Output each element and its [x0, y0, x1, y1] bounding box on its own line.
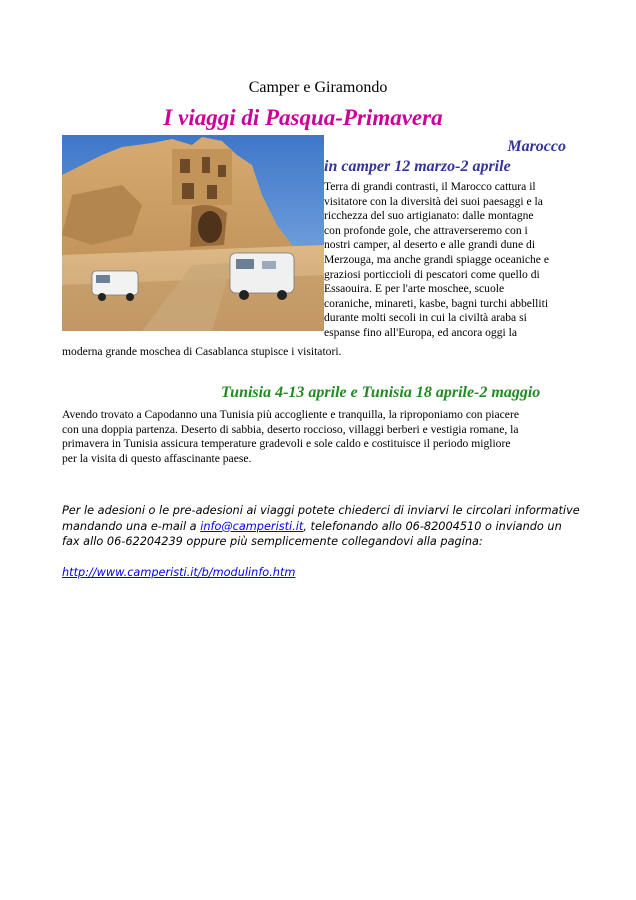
tunisia-line: Avendo trovato a Capodanno una Tunisia più accogliente e tranquilla, la riproponiamo con piacere [62, 408, 519, 421]
morocco-heading-dates: in camper 12 marzo-2 aprile [324, 158, 511, 175]
morocco-line: Terra di grandi contrasti, il Marocco cattura il [324, 180, 536, 193]
morocco-line: nostri camper, al deserto e alle grandi dune di [324, 238, 536, 252]
email-link[interactable]: info@camperisti.it [200, 519, 304, 533]
morocco-line: visitatore con la diversità dei suoi paesaggi e la [324, 194, 543, 208]
brand-name: Camper e Giramondo [248, 79, 388, 96]
morocco-line: coraniche, minareti, kasbe, bagni turchi abbelliti [324, 296, 549, 310]
morocco-line: espanse fino all'Europa, ed ancora oggi la [324, 325, 517, 339]
morocco-line: graziosi porticcioli di pescatori come quello di [324, 267, 540, 281]
morocco-line: con profonde gole, che attraverseremo con i [324, 223, 528, 237]
contact-info [62, 503, 582, 550]
tunisia-line: per la visita di questo affascinante paese. [62, 451, 252, 465]
page-title: I viaggi di Pasqua-Primavera [163, 105, 443, 130]
morocco-line: Essaouira. E per l'arte moschee, scuole [324, 282, 505, 296]
morocco-heading [324, 137, 566, 177]
camper-desert-photo [62, 135, 324, 331]
contact-line-3: fax allo 06-62204239 oppure più semplicemente collegandovi alla pagina: [62, 535, 483, 548]
tunisia-line: primavera in Tunisia assicura temperature gradevoli e sole caldo e costituisce il periodo migliore [62, 437, 511, 451]
tunisia-description [62, 408, 582, 466]
tunisia-line: con una doppia partenza. Deserto di sabbia, deserto roccioso, villaggi berberi e vestigia romane, la [62, 422, 519, 436]
morocco-description-tail: moderna grande moschea di Casablanca stupisce i visitatori. [62, 345, 342, 358]
tunisia-heading: Tunisia 4-13 aprile e Tunisia 18 aprile-2 maggio [221, 384, 541, 401]
contact-line-2-start: mandando una e-mail a [62, 519, 201, 533]
morocco-line: ricchezza del suo artigianato: dalle montagne [324, 209, 534, 223]
morocco-line: Merzouga, ma anche grandi spiagge oceaniche e [324, 252, 550, 266]
morocco-description [324, 180, 576, 341]
morocco-line: durante molti secoli in cui la civiltà araba si [324, 311, 527, 325]
signup-page-link[interactable]: http://www.camperisti.it/b/modulinfo.htm [62, 566, 296, 579]
contact-line-1: Per le adesioni o le pre-adesioni ai viaggi potete chiederci di inviarvi le circolari informative [62, 504, 580, 517]
contact-line-2 [62, 519, 582, 535]
contact-line-2-end: , telefonando allo 06-82004510 o inviando un [303, 519, 562, 533]
morocco-heading-country: Marocco [507, 138, 566, 155]
